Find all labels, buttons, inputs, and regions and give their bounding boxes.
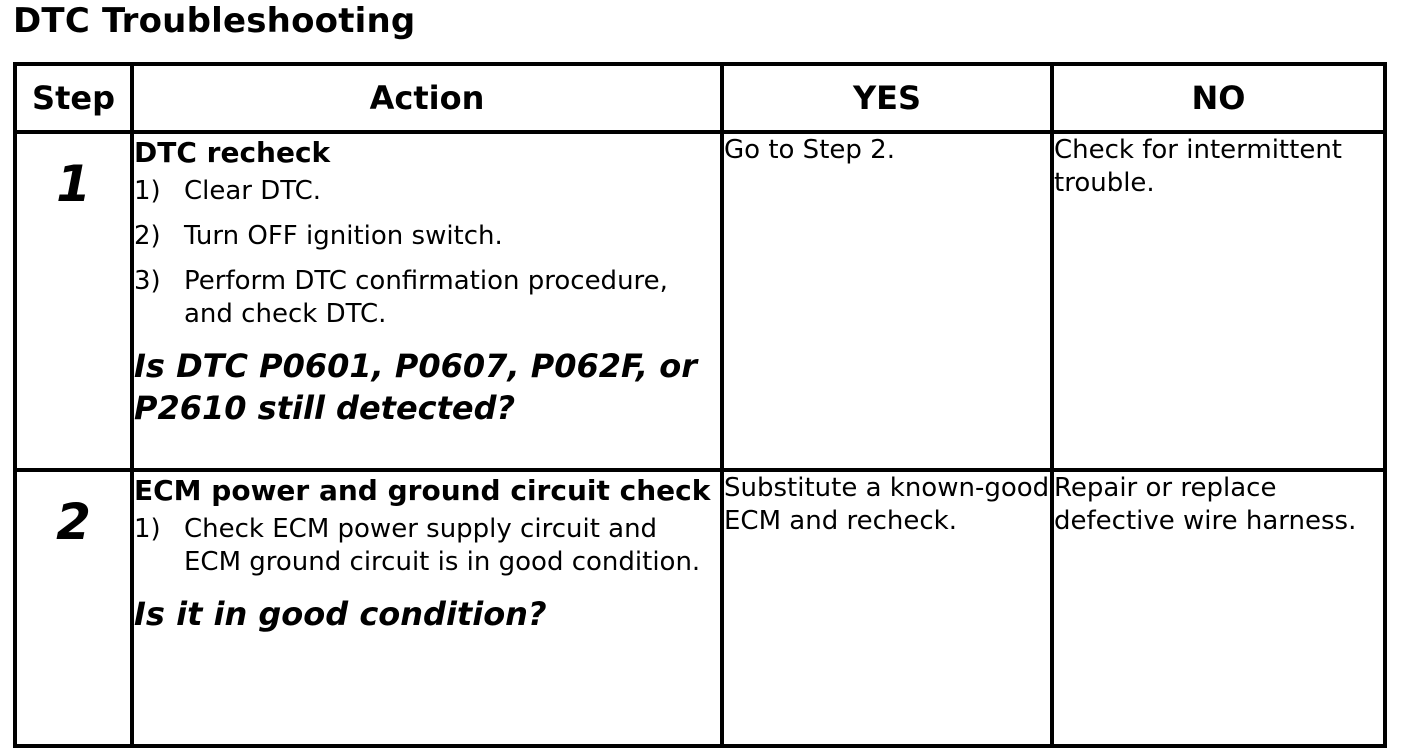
question-text: Is it in good condition?: [134, 595, 547, 633]
header-row: [15, 64, 1385, 132]
no-cell: Check for intermittent trouble.: [1052, 132, 1385, 470]
item-number: 3): [134, 266, 161, 296]
list-item: [134, 265, 720, 331]
header-no: NO: [1052, 64, 1385, 132]
header-step: Step: [15, 64, 132, 132]
item-text: Perform DTC confirmation procedure, and check DTC.: [184, 266, 668, 329]
item-text: Turn OFF ignition switch.: [184, 221, 503, 251]
item-number: 2): [134, 221, 161, 251]
table-row: [15, 470, 1385, 746]
page-title: DTC Troubleshooting: [13, 1, 416, 41]
header-yes: YES: [722, 64, 1052, 132]
item-number: 1): [134, 514, 161, 544]
troubleshooting-table: [13, 62, 1387, 748]
yes-cell: Substitute a known-good ECM and recheck.: [722, 470, 1052, 746]
action-list: [134, 175, 720, 331]
question-text: Is DTC P0601, P0607, P062F, or P2610 still detected?: [134, 347, 697, 427]
item-text: Check ECM power supply circuit and ECM ground circuit is in good condition.: [184, 514, 701, 577]
action-title: ECM power and ground circuit check: [134, 474, 711, 507]
list-item: [134, 220, 720, 253]
yes-cell: Go to Step 2.: [722, 132, 1052, 470]
item-text: Clear DTC.: [184, 176, 322, 206]
action-list: [134, 513, 720, 579]
table-row: [15, 132, 1385, 470]
action-cell: [132, 470, 722, 746]
step-number: 1: [56, 155, 91, 213]
step-cell: [15, 132, 132, 470]
action-title: DTC recheck: [134, 136, 331, 169]
step-number: 2: [56, 493, 91, 551]
step-cell: [15, 470, 132, 746]
item-number: 1): [134, 176, 161, 206]
action-cell: [132, 132, 722, 470]
list-item: [134, 513, 720, 579]
list-item: [134, 175, 720, 208]
header-action: Action: [132, 64, 722, 132]
no-cell: Repair or replace defective wire harness.: [1052, 470, 1385, 746]
